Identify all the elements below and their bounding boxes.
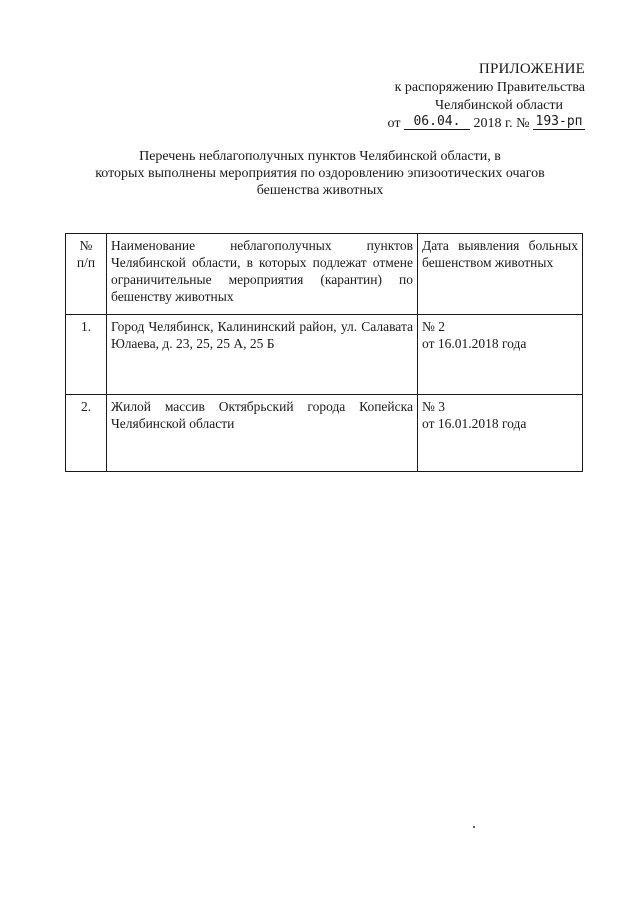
row-detection (418, 395, 583, 472)
appendix-region-line: Челябинской области (435, 98, 563, 113)
row-case-number: № 3 (422, 399, 446, 414)
row-number: 2. (66, 395, 107, 472)
row-case-number: № 2 (422, 319, 446, 334)
localities-table (65, 233, 583, 472)
table-row (66, 315, 583, 395)
row-detection (418, 315, 583, 395)
header-number-sign: № (79, 238, 93, 253)
header-number-cell (66, 234, 107, 315)
scan-speck (473, 826, 475, 828)
header-date-cell: Дата выявления больных бешенством животных (418, 234, 583, 315)
from-label: от (387, 116, 401, 131)
document-caption (60, 148, 580, 199)
row-case-date: от 16.01.2018 года (422, 416, 527, 431)
row-locality: Жилой массив Октябрьский города Копейска Челябинской области (107, 395, 418, 472)
row-number: 1. (66, 315, 107, 395)
order-year: 2018 г. № (473, 116, 530, 131)
row-case-date: от 16.01.2018 года (422, 336, 527, 351)
order-date: 06.04. (404, 115, 470, 130)
appendix-date-line (325, 115, 585, 133)
caption-line-2: которых выполнены мероприятия по оздоровлению эпизоотических очагов (95, 166, 545, 181)
table-header-row (66, 234, 583, 315)
header-name-cell: Наименование неблагополучных пунктов Челябинской области, в которых подлежат отмене ограничительные мероприятия (карантин) по бешенству животных (107, 234, 418, 315)
row-locality: Город Челябинск, Калининский район, ул. Салавата Юлаева, д. 23, 25, 25 А, 25 Б (107, 315, 418, 395)
order-number: 193-рп (533, 115, 585, 130)
caption-line-1: Перечень неблагополучных пунктов Челябинской области, в (139, 149, 501, 164)
header-number-abbr: п/п (76, 255, 96, 270)
appendix-header (325, 60, 585, 133)
appendix-title: ПРИЛОЖЕНИЕ (478, 61, 585, 77)
table-row (66, 395, 583, 472)
caption-line-3: бешенства животных (256, 183, 384, 198)
appendix-order-line: к распоряжению Правительства (394, 80, 585, 95)
